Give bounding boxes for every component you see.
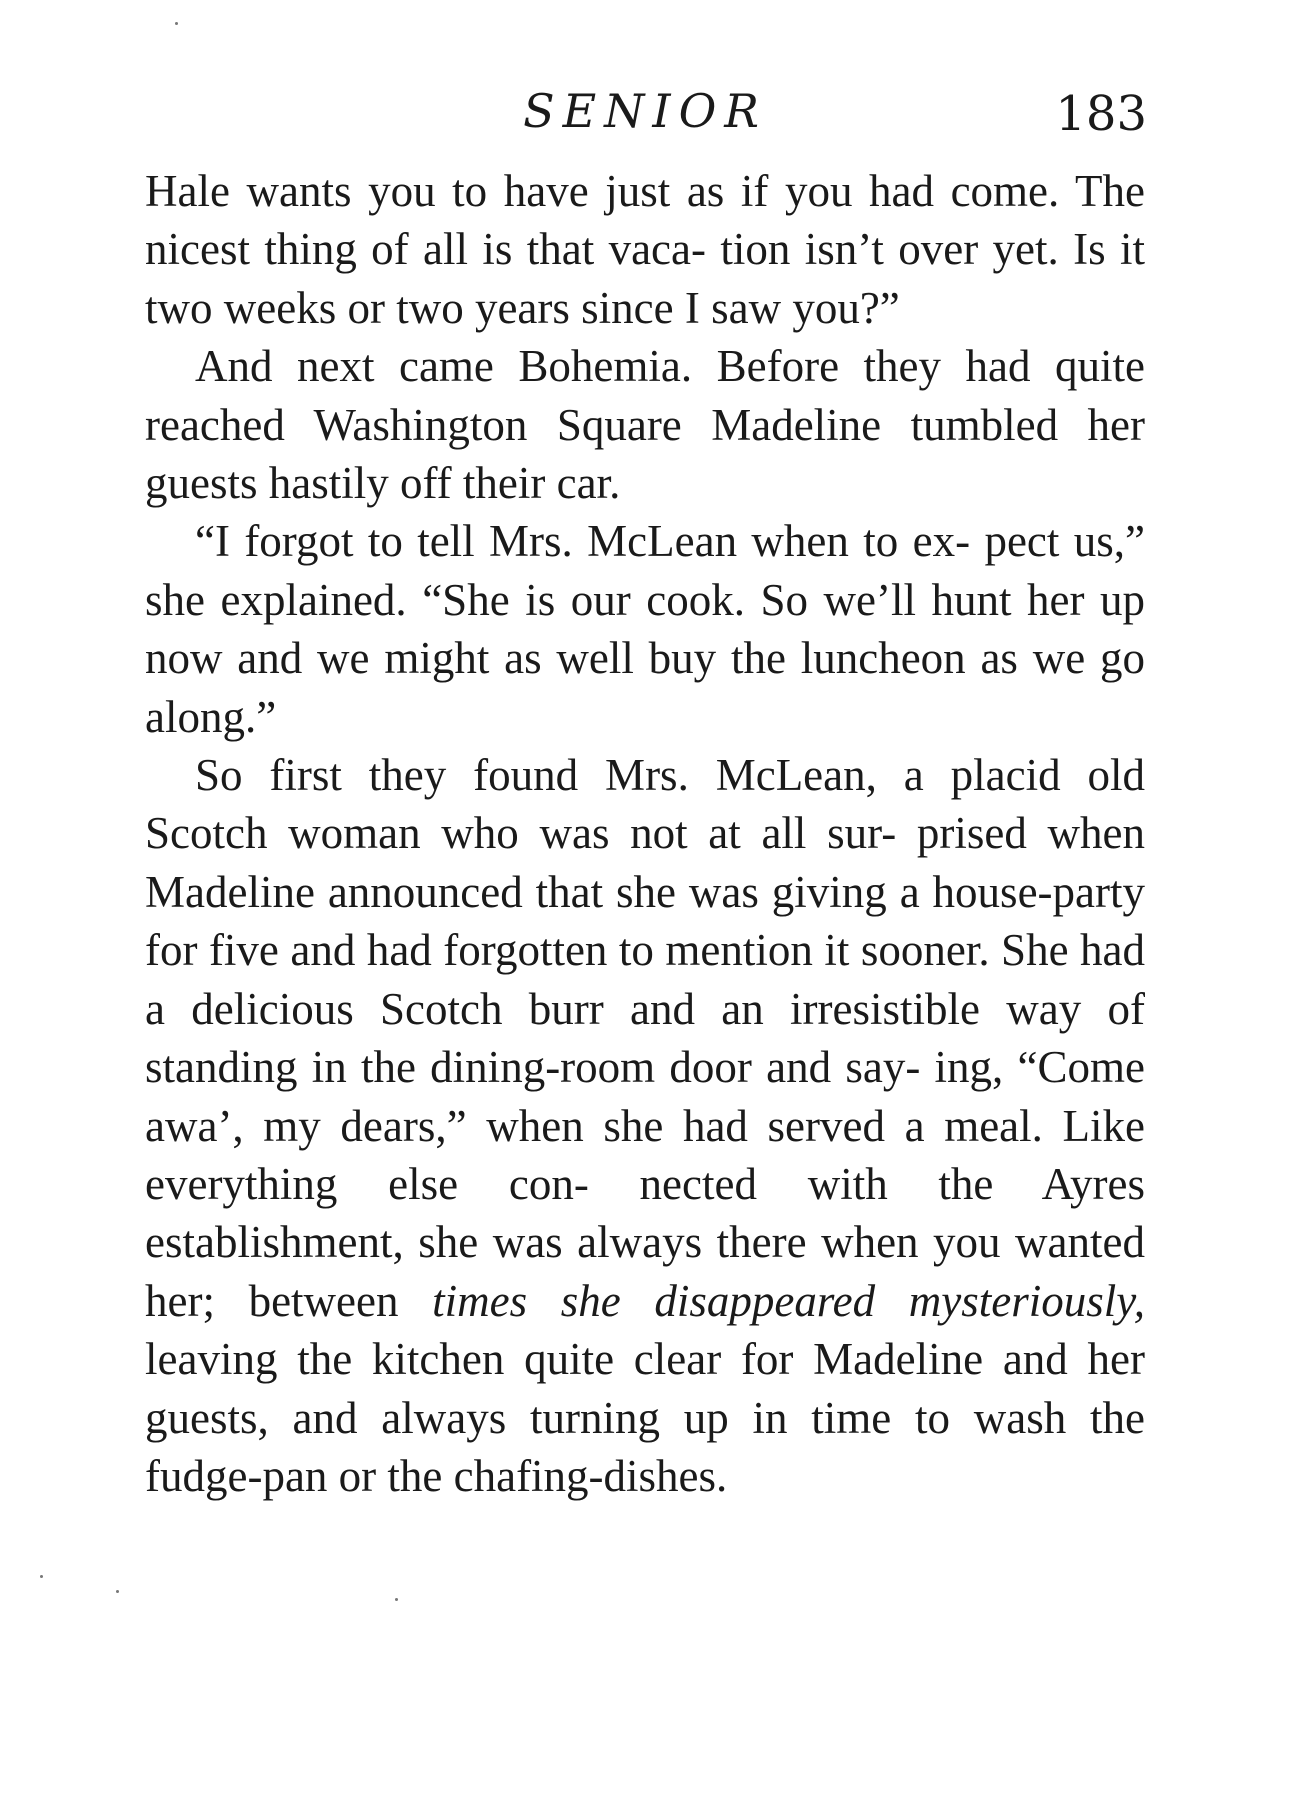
- page-number: 183: [1055, 86, 1147, 142]
- paragraph-2: And next came Bohemia. Before they had quite reached Washington Square Madeline tumbled her guests hastily off their car.: [145, 341, 1145, 509]
- paragraph-1: Hale wants you to have just as if you had come. The nicest thing of all is that vaca- tion isn’t over yet. Is it two weeks or two years since I saw you?”: [145, 166, 1145, 333]
- book-page: [145, 80, 1145, 1505]
- paragraph-3: “I forgot to tell Mrs. McLean when to ex- pect us,” she explained. “She is our cook. So we’ll hunt her up now and we might as well buy the luncheon as we go along.”: [145, 516, 1145, 742]
- body-text: [145, 162, 1145, 1505]
- paragraph-4: [145, 746, 1145, 1505]
- paragraph-4-text-end: leaving the kitchen quite clear for Madeline and her guests, and always turning up in time to wash the fudge-pan or the chafing-dishes.: [145, 1334, 1145, 1501]
- paragraph-4-italic-text: times she disappeared mysteriously,: [432, 1275, 1145, 1326]
- running-title: SENIOR: [523, 84, 767, 138]
- paper-speck: [175, 22, 178, 25]
- paper-speck: [395, 1598, 398, 1601]
- paragraph-4-text: So first they found Mrs. McLean, a placid old Scotch woman who was not at all sur- prised when Madeline announced that she was giving a house-party for five and had forgotten to mention it sooner. She had a delicious Scotch burr and an irresistible way of standing in the dining-room door and say- ing, “Come awa’, my dears,” when she had served a meal. Like everything else con- nected with the Ayres establishment, she was always there when you wanted her; between: [145, 750, 1145, 1326]
- paper-speck: [116, 1590, 119, 1593]
- paper-speck: [40, 1575, 43, 1578]
- running-head: [145, 80, 1145, 150]
